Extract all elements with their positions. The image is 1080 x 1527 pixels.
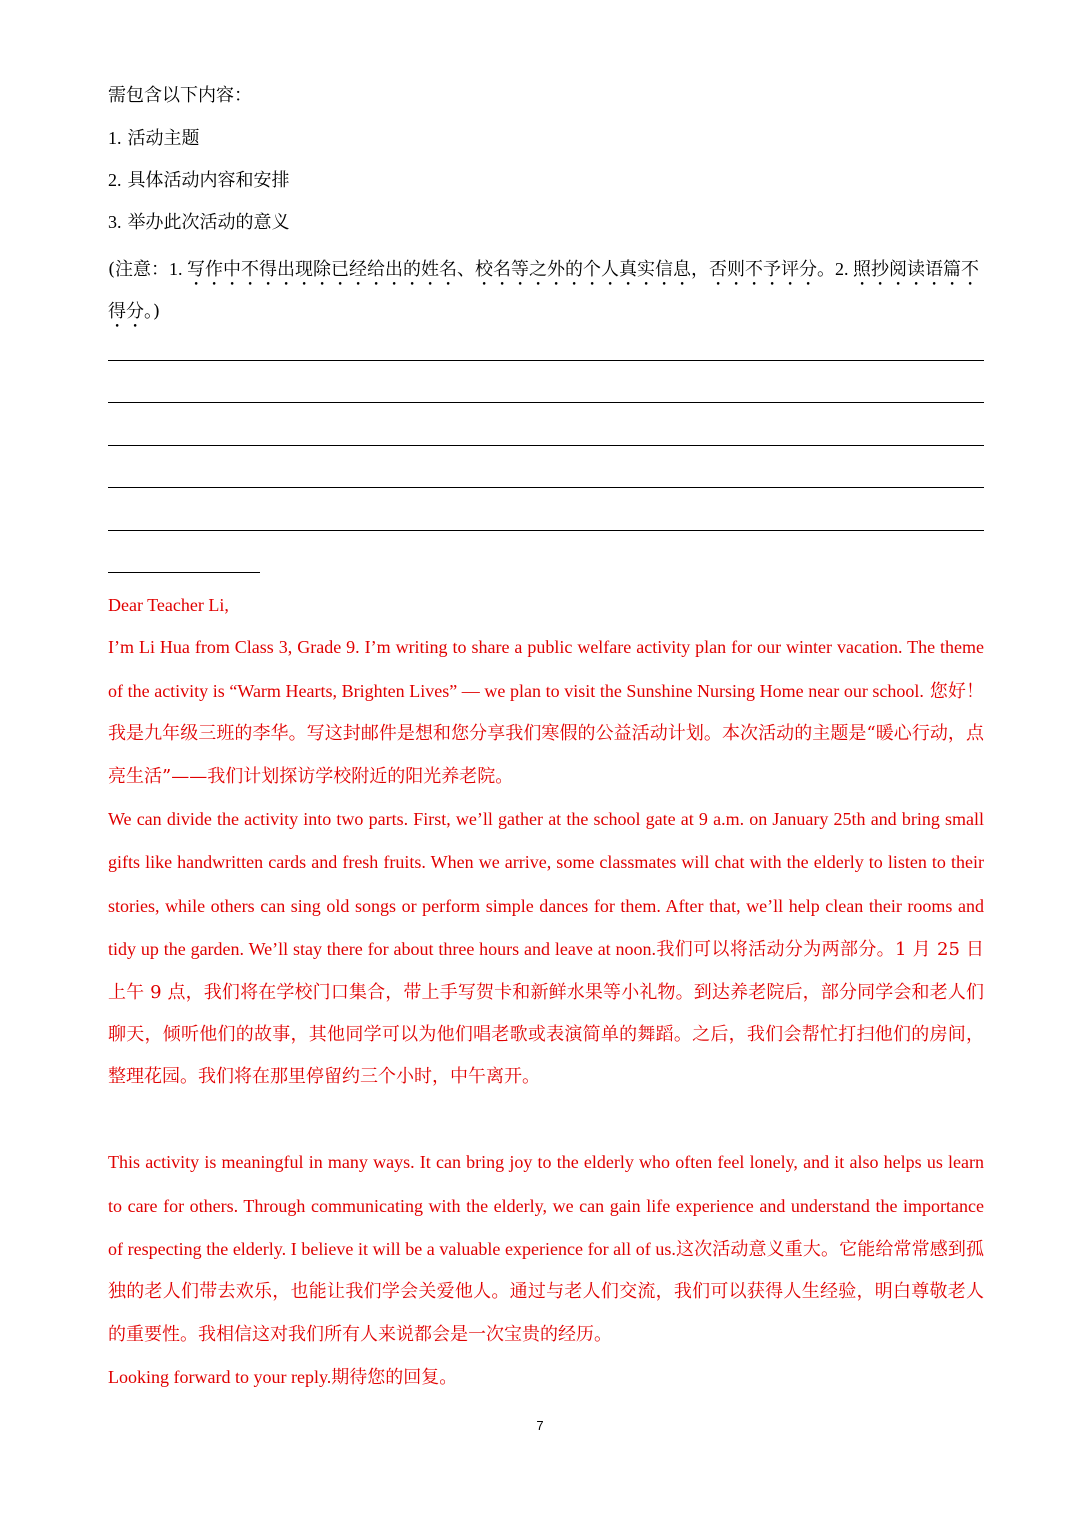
paragraph-2-english: We can divide the activity into two parts. First, we’ll gather at the school gate at 9 a.m. on January 25th and bring small gifts like handwritten cards and fresh fruits. When we arrive, some classmates will chat with the elderly to listen to their stories, while others can sing old songs or perform simple dances for them. After that, we’ll help clean their rooms and tidy up the garden. We’ll stay there for about three hours and leave at noon. [108, 809, 984, 960]
closing-chinese: 期待您的回复。 [331, 1367, 458, 1389]
answer-line-short [108, 572, 260, 573]
closing-english: Looking forward to your reply. [108, 1367, 332, 1388]
answer-line [108, 445, 984, 446]
requirement-item [108, 212, 984, 233]
note-prefix: (注意： [108, 259, 170, 280]
essay-paragraph-1 [108, 626, 984, 798]
requirement-number: 3. [108, 212, 122, 232]
requirement-text: 活动主题 [127, 128, 200, 149]
blank-line [108, 1099, 984, 1141]
requirement-item [108, 170, 984, 191]
note-mid: 。 [817, 259, 836, 280]
paragraph-1-chinese: 您好！我是九年级三班的李华。写这封邮件是想和您分享我们寒假的公益活动计划。本次活动的主题是“暖心行动，点亮生活”——我们计划探访学校附近的阳光养老院。 [108, 680, 984, 787]
answer-line [108, 487, 984, 488]
requirement-text: 举办此次活动的意义 [127, 212, 290, 233]
requirement-number: 1. [108, 128, 122, 148]
requirement-item [108, 128, 984, 149]
essay-closing [108, 1356, 984, 1399]
requirement-text: 具体活动内容和安排 [127, 170, 290, 191]
essay-paragraph-3 [108, 1141, 984, 1356]
answer-line [108, 530, 984, 531]
page-number: 7 [536, 1418, 544, 1433]
paragraph-1-english: I’m Li Hua from Class 3, Grade 9. I’m writing to share a public welfare activity plan for our winter vacation. The theme of the activity is “Warm Hearts, Brighten Lives” — we plan to visit the Sunshine Nursing Home near our school. [108, 637, 984, 701]
writing-note [108, 248, 984, 333]
note-suffix: 。) [144, 301, 161, 322]
essay-salutation: Dear Teacher Li, [108, 595, 229, 615]
essay-paragraph-2 [108, 798, 984, 1099]
paragraph-3-chinese: 这次活动意义重大。它能给常常感到孤独的老人们带去欢乐，也能让我们学会关爱他人。通过与老人们交流，我们可以获得人生经验，明白尊敬老人的重要性。我相信这对我们所有人来说都会是一次宝贵的经历。 [108, 1239, 984, 1345]
requirement-number: 2. [108, 170, 122, 190]
requirements-intro: 需包含以下内容： [108, 85, 252, 106]
answer-line [108, 402, 984, 403]
note-rule-2: 照抄阅读语篇不得分 [108, 259, 980, 322]
answer-line [108, 360, 984, 361]
note-number-2: 2. [835, 259, 854, 279]
note-rule-1: 写作中不得出现除已经给出的姓名、校名等之外的个人真实信息，否则不予评分 [187, 259, 818, 280]
note-number-1: 1. [169, 259, 188, 279]
paragraph-2-chinese: 我们可以将活动分为两部分。1 月 25 日上午 9 点，我们将在学校门口集合，带上手写贺卡和新鲜水果等小礼物。到达养老院后，部分同学会和老人们聊天，倾听他们的故事，其他同学可以为他们唱老歌或表演简单的舞蹈。之后，我们会帮忙打扫他们的房间，整理花园。我们将在那里停留约三个小时，中午离开。 [108, 939, 984, 1088]
sample-essay [108, 584, 984, 1400]
paragraph-3-english: This activity is meaningful in many ways. It can bring joy to the elderly who often feel lonely, and it also helps us learn to care for others. Through communicating with the elderly, we can gain life experience and understand the importance of respecting the elderly. I believe it will be a valuable experience for all of us. [108, 1152, 984, 1260]
